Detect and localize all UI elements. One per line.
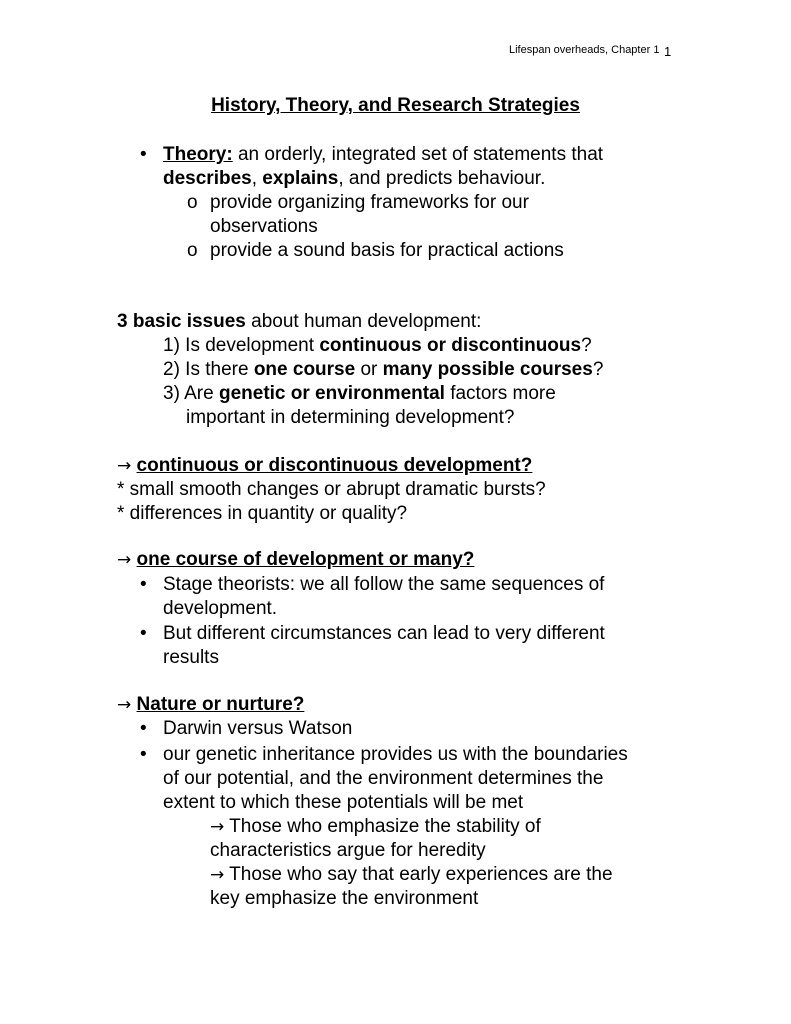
section-heading-course bbox=[117, 548, 474, 572]
issues-lead-rest: about human development: bbox=[245, 311, 482, 332]
issues-lead-bold: 3 basic issues bbox=[117, 311, 246, 332]
bullet-icon: • bbox=[140, 623, 147, 644]
theory-term: Theory: bbox=[163, 144, 233, 165]
course-bullet-1-line-1: Stage theorists: we all follow the same sequences of bbox=[163, 574, 605, 595]
heading-continuous-text: continuous or discontinuous development? bbox=[136, 455, 533, 476]
bullet-icon: • bbox=[140, 744, 147, 765]
q2-bold-1: one course bbox=[253, 359, 356, 380]
course-bullet-2-line-1: But different circumstances can lead to very different bbox=[163, 623, 605, 644]
page-title: History, Theory, and Research Strategies bbox=[211, 95, 580, 116]
issue-question-2 bbox=[163, 358, 603, 382]
section-heading-continuous bbox=[117, 454, 532, 478]
theory-def-1: an orderly, integrated set of statements that bbox=[232, 144, 604, 165]
nature-arrow-1-line-2: characteristics argue for heredity bbox=[210, 840, 486, 861]
right-arrow-icon: → bbox=[210, 817, 225, 837]
theory-sub-1-line-2: observations bbox=[210, 216, 318, 237]
q3-bold: genetic or environmental bbox=[218, 383, 445, 404]
q2-bold-2: many possible courses bbox=[382, 359, 593, 380]
bullet-icon: • bbox=[140, 574, 147, 595]
nature-bullet-1: Darwin versus Watson bbox=[163, 718, 353, 739]
nature-arrow-2-line-2: key emphasize the environment bbox=[210, 888, 479, 909]
page-number: 1 bbox=[664, 44, 672, 59]
nature-bullet-2-line-3: extent to which these potentials will be met bbox=[163, 792, 524, 813]
q2-pre: 2) Is there bbox=[163, 359, 254, 380]
section-heading-nature bbox=[117, 693, 304, 717]
theory-definition-line-2 bbox=[163, 167, 545, 191]
theory-definition-line-1 bbox=[163, 143, 603, 167]
q1-bold: continuous or discontinuous bbox=[319, 335, 582, 356]
issue-question-3-line-2: important in determining development? bbox=[186, 407, 515, 428]
bullet-icon: • bbox=[140, 144, 147, 165]
nature-arrow-1-text: Those who emphasize the stability of bbox=[224, 816, 541, 837]
right-arrow-icon: → bbox=[117, 695, 132, 715]
running-header: Lifespan overheads, Chapter 1 bbox=[509, 44, 660, 56]
sub-bullet-icon: o bbox=[187, 192, 198, 213]
heading-nature-text: Nature or nurture? bbox=[136, 694, 305, 715]
q1-post: ? bbox=[581, 335, 592, 356]
nature-arrow-1-line-1 bbox=[210, 815, 541, 839]
bullet-icon: • bbox=[140, 718, 147, 739]
issues-lead bbox=[117, 310, 481, 334]
q2-mid: or bbox=[355, 359, 383, 380]
theory-explains: explains bbox=[262, 168, 339, 189]
theory-sub-2: provide a sound basis for practical actions bbox=[210, 240, 564, 261]
issue-question-3 bbox=[163, 382, 556, 406]
q1-pre: 1) Is development bbox=[163, 335, 320, 356]
q3-post: factors more bbox=[444, 383, 556, 404]
continuous-line-1: * small smooth changes or abrupt dramatic bursts? bbox=[117, 479, 546, 500]
heading-course-text: one course of development or many? bbox=[136, 549, 475, 570]
right-arrow-icon: → bbox=[117, 550, 132, 570]
nature-arrow-2-line-1 bbox=[210, 863, 613, 887]
nature-bullet-2-line-2: of our potential, and the environment determines the bbox=[163, 768, 604, 789]
right-arrow-icon: → bbox=[117, 456, 132, 476]
theory-describes: describes bbox=[163, 168, 252, 189]
q2-post: ? bbox=[592, 359, 604, 380]
theory-comma: , bbox=[251, 168, 263, 189]
right-arrow-icon: → bbox=[210, 865, 225, 885]
theory-def-2: , and predicts behaviour. bbox=[338, 168, 546, 189]
course-bullet-2-line-2: results bbox=[163, 647, 219, 668]
nature-arrow-2-text: Those who say that early experiences are the bbox=[224, 864, 613, 885]
sub-bullet-icon: o bbox=[187, 240, 198, 261]
q3-pre: 3) Are bbox=[163, 383, 219, 404]
nature-bullet-2-line-1: our genetic inheritance provides us with the boundaries bbox=[163, 744, 628, 765]
issue-question-1 bbox=[163, 334, 592, 358]
continuous-line-2: * differences in quantity or quality? bbox=[117, 503, 408, 524]
course-bullet-1-line-2: development. bbox=[163, 598, 278, 619]
theory-sub-1-line-1: provide organizing frameworks for our bbox=[210, 192, 529, 213]
